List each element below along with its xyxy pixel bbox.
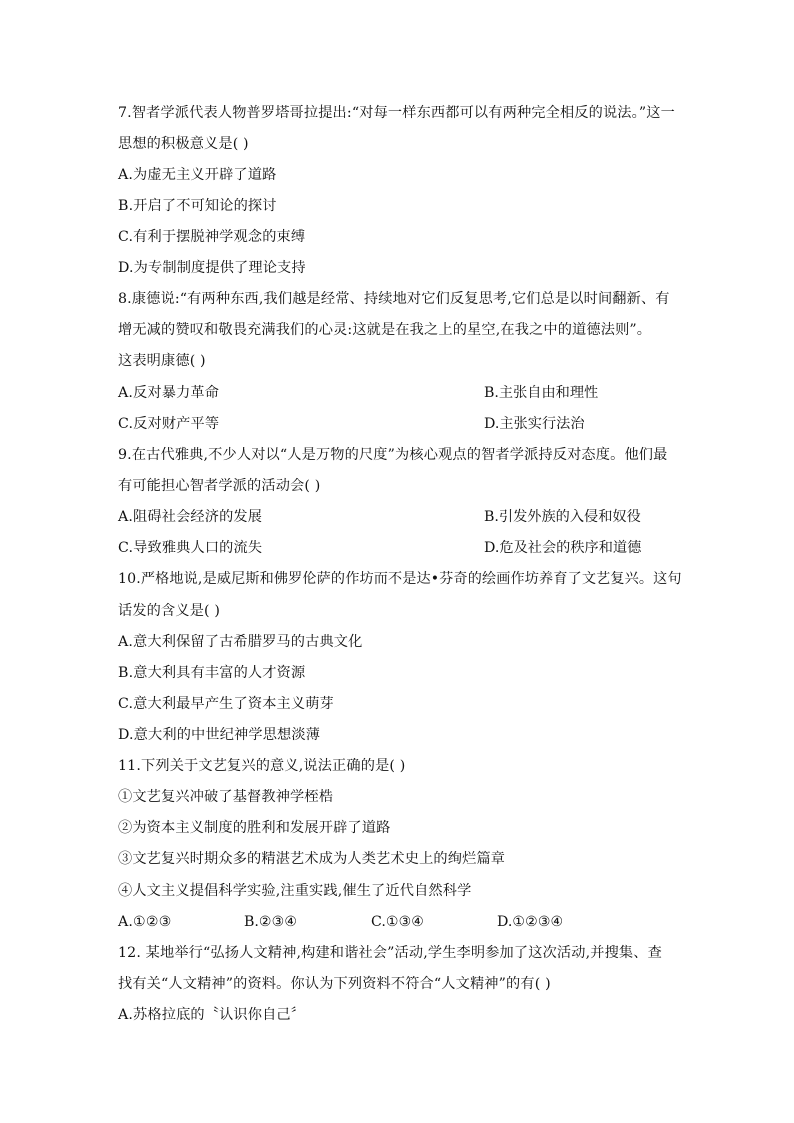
q7-stem-line-2: 思想的积极意义是( ) — [118, 136, 249, 152]
q11-statement-4: ④人文主义提倡科学实验,注重实践,催生了近代自然科学 — [118, 883, 472, 899]
q10-option-a: A.意大利保留了古希腊罗马的古典文化 — [118, 634, 363, 650]
q11-stem-line-1: 11.下列关于文艺复兴的意义,说法正确的是( ) — [118, 758, 406, 774]
q8-option-d: D.主张实行法治 — [484, 416, 585, 432]
q7-option-b: B.开启了不可知论的探讨 — [118, 198, 277, 214]
q11-option-b: B.②③④ — [244, 914, 298, 930]
q11-option-d: D.①②③④ — [497, 914, 564, 930]
q9-option-b: B.引发外族的入侵和奴役 — [484, 509, 641, 525]
q8-option-c: C.反对财产平等 — [118, 416, 220, 432]
q10-option-c: C.意大利最早产生了资本主义萌芽 — [118, 696, 334, 712]
q10-option-d: D.意大利的中世纪神学思想淡薄 — [118, 727, 321, 743]
q9-option-c: C.导致雅典人口的流失 — [118, 540, 263, 556]
q11-statement-3: ③文艺复兴时期众多的精湛艺术成为人类艺术史上的绚烂篇章 — [118, 851, 506, 867]
q11-statement-2: ②为资本主义制度的胜利和发展开辟了道路 — [118, 820, 391, 836]
q8-stem-line-3: 这表明康德( ) — [118, 353, 206, 369]
q8-option-b: B.主张自由和理性 — [484, 385, 599, 401]
q7-option-d: D.为专制制度提供了理论支持 — [118, 260, 306, 276]
q11-option-a: A.①②③ — [118, 914, 172, 930]
q11-statement-1: ①文艺复兴冲破了基督教神学桎梏 — [118, 789, 334, 805]
q11-option-c: C.①③④ — [371, 914, 425, 930]
q8-option-a: A.反对暴力革命 — [118, 385, 220, 401]
q12-option-a: A.苏格拉底的〝认识你自己〞 — [118, 1007, 306, 1023]
q9-option-a: A.阻碍社会经济的发展 — [118, 509, 263, 525]
q9-stem-line-1: 9.在古代雅典,不少人对以“人是万物的尺度”为核心观点的智者学派持反对态度。他们最 — [118, 447, 668, 463]
q7-option-c: C.有利于摆脱神学观念的束缚 — [118, 229, 306, 245]
q8-stem-line-1: 8.康德说:“有两种东西,我们越是经常、持续地对它们反复思考,它们总是以时间翻新、有 — [118, 291, 670, 307]
q10-stem-line-2: 话发的含义是( ) — [118, 603, 221, 619]
q9-stem-line-2: 有可能担心智者学派的活动会( ) — [118, 478, 321, 494]
q7-stem-line-1: 7.智者学派代表人物普罗塔哥拉提出:“对每一样东西都可以有两种完全相反的说法。”这一 — [118, 105, 675, 121]
q12-stem-line-2: 找有关“人文精神”的资料。你认为下列资料不符合“人文精神”的有( ) — [118, 976, 551, 992]
q9-option-d: D.危及社会的秩序和道德 — [484, 540, 642, 556]
q7-option-a: A.为虚无主义开辟了道路 — [118, 167, 277, 183]
q8-stem-line-2: 增无减的赞叹和敬畏充满我们的心灵:这就是在我之上的星空,在我之中的道德法则”。 — [118, 322, 652, 338]
q12-stem-line-1: 12. 某地举行“弘扬人文精神,构建和谐社会”活动,学生李明参加了这次活动,并搜集、查 — [118, 945, 662, 961]
q10-option-b: B.意大利具有丰富的人才资源 — [118, 665, 306, 681]
q10-stem-line-1: 10.严格地说,是威尼斯和佛罗伦萨的作坊而不是达•芬奇的绘画作坊养育了文艺复兴。这句 — [118, 571, 682, 587]
